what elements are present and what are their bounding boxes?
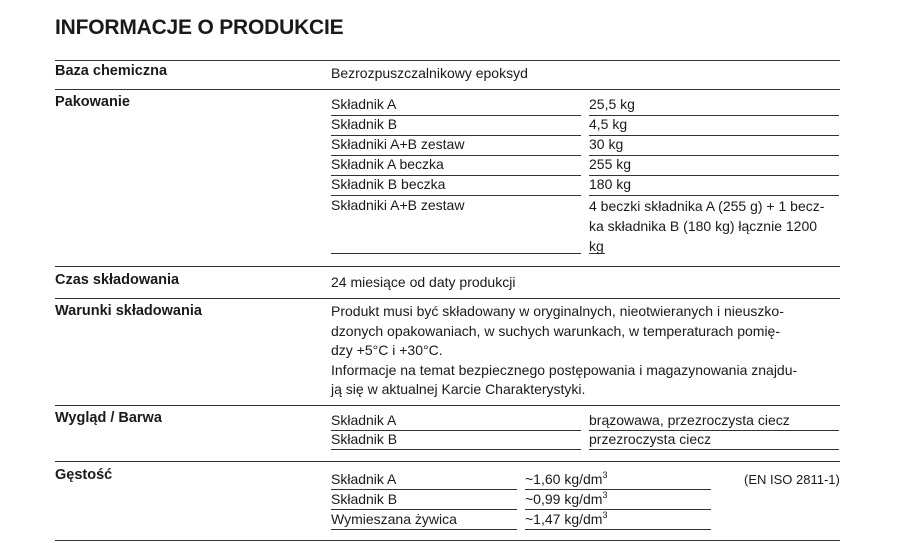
section-divider <box>55 540 840 541</box>
row-underline <box>331 449 581 450</box>
density-value: ~1,60 kg/dm <box>525 471 603 487</box>
wyglad-row-name: Składnik A <box>331 412 397 428</box>
row-underline <box>589 449 839 450</box>
row-underline <box>589 135 839 136</box>
label-pakowanie: Pakowanie <box>55 94 130 110</box>
text-line: Informacje na temat bezpiecznego postępowania i magazynowania znajdu- <box>331 361 798 378</box>
pakowanie-row-name: Składnik A beczka <box>331 156 444 172</box>
row-underline <box>525 529 711 530</box>
pakowanie-row-value: 180 kg <box>589 176 632 192</box>
pakowanie-row-name: Składnik A <box>331 96 397 112</box>
text-line: ją się w aktualnej Karcie Charakterystyki. <box>331 381 586 397</box>
value-line: ka składnika B (180 kg) łącznie 1200 <box>589 218 818 234</box>
section-divider <box>55 89 840 90</box>
density-value: ~0,99 kg/dm <box>525 491 603 507</box>
row-underline <box>331 253 581 254</box>
text-line: dzy +5°C i +30°C. <box>331 342 443 358</box>
section-divider <box>55 266 840 267</box>
pakowanie-row-value: 25,5 kg <box>589 96 635 112</box>
gestosc-row-name: Wymieszana żywica <box>331 511 457 527</box>
unit-exponent: 3 <box>602 510 608 520</box>
wyglad-row-name: Składnik B <box>331 431 398 447</box>
value-czas-skladowania: 24 miesiące od daty produkcji <box>331 274 516 290</box>
density-value: ~1,47 kg/dm <box>525 511 603 527</box>
gestosc-row-value <box>525 510 607 529</box>
pakowanie-row-name: Składnik B <box>331 116 398 132</box>
section-divider <box>55 461 840 462</box>
pakowanie-row-value: 30 kg <box>589 136 624 152</box>
row-underline <box>589 253 605 254</box>
unit-exponent: 3 <box>602 490 608 500</box>
pakowanie-row-value: 255 kg <box>589 156 632 172</box>
standard-reference: (EN ISO 2811-1) <box>744 472 840 487</box>
wyglad-row-value: brązowawa, przezroczysta ciecz <box>589 412 790 428</box>
pakowanie-row-value: 4,5 kg <box>589 116 628 132</box>
label-warunki-skladowania: Warunki składowania <box>55 303 202 319</box>
label-czas-skladowania: Czas składowania <box>55 272 180 288</box>
pakowanie-row-name: Składniki A+B zestaw <box>331 136 465 152</box>
gestosc-row-name: Składnik B <box>331 491 398 507</box>
gestosc-row-value <box>525 470 607 489</box>
section-divider <box>55 405 840 406</box>
pakowanie-row-name: Składniki A+B zestaw <box>331 197 465 213</box>
label-wyglad-barwa: Wygląd / Barwa <box>55 410 162 426</box>
page-title: INFORMACJE O PRODUKCIE <box>55 16 344 39</box>
value-baza-chemiczna: Bezrozpuszczalnikowy epoksyd <box>331 65 528 81</box>
pakowanie-row-name: Składnik B beczka <box>331 176 446 192</box>
section-divider <box>55 60 840 61</box>
value-line: kg <box>589 238 604 254</box>
section-divider <box>55 298 840 299</box>
unit-exponent: 3 <box>602 470 608 480</box>
row-underline <box>331 529 517 530</box>
label-baza-chemiczna: Baza chemiczna <box>55 63 168 79</box>
value-line: 4 beczki składnika A (255 g) + 1 becz- <box>589 198 825 214</box>
gestosc-row-name: Składnik A <box>331 471 397 487</box>
warunki-text <box>331 302 839 400</box>
text-line: dzonych opakowaniach, w suchych warunkach, w temperaturach pomię- <box>331 322 781 339</box>
label-gestosc: Gęstość <box>55 467 113 483</box>
text-line: Produkt musi być składowany w oryginalnych, nieotwieranych i nieuszko- <box>331 303 784 319</box>
gestosc-row-value <box>525 490 607 509</box>
pakowanie-row-value <box>589 196 824 256</box>
wyglad-row-value: przezroczysta ciecz <box>589 431 712 447</box>
